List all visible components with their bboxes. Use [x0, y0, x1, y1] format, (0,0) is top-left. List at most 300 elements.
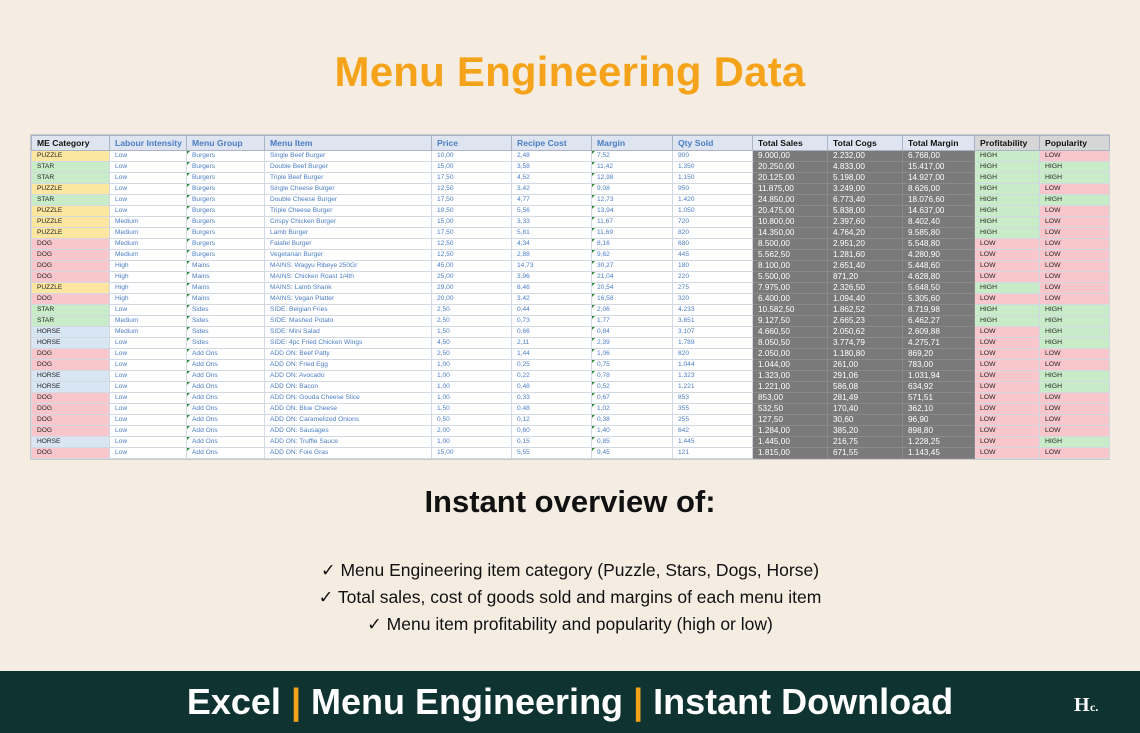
cell-margin[interactable]: 0,75 — [592, 360, 673, 371]
table-row[interactable] — [32, 173, 1110, 184]
cell-menu-item[interactable]: Lamb Burger — [265, 228, 432, 239]
cell-price[interactable]: 29,00 — [432, 283, 512, 294]
cell-labour-intensity[interactable]: Low — [110, 437, 187, 448]
cell-menu-item[interactable]: Vegetarian Burger — [265, 250, 432, 261]
cell-total-margin[interactable]: 4.280,90 — [903, 250, 975, 261]
cell-price[interactable]: 15,00 — [432, 217, 512, 228]
cell-recipe-cost[interactable]: 4,34 — [512, 239, 592, 250]
cell-total-margin[interactable]: 5.648,50 — [903, 283, 975, 294]
table-row[interactable] — [32, 415, 1110, 426]
cell-margin[interactable]: 0,78 — [592, 371, 673, 382]
cell-profitability[interactable]: LOW — [975, 382, 1040, 393]
cell-total-margin[interactable]: 8.402,40 — [903, 217, 975, 228]
cell-margin[interactable]: 8,16 — [592, 239, 673, 250]
cell-recipe-cost[interactable]: 0,25 — [512, 360, 592, 371]
cell-margin[interactable]: 9,08 — [592, 184, 673, 195]
cell-total-margin[interactable]: 634,92 — [903, 382, 975, 393]
cell-total-cogs[interactable]: 1.281,60 — [828, 250, 903, 261]
cell-margin[interactable]: 12,73 — [592, 195, 673, 206]
cell-total-margin[interactable]: 6.462,27 — [903, 316, 975, 327]
table-row[interactable] — [32, 261, 1110, 272]
cell-popularity[interactable]: LOW — [1040, 250, 1110, 261]
cell-labour-intensity[interactable]: Low — [110, 173, 187, 184]
cell-margin[interactable]: 2,39 — [592, 338, 673, 349]
cell-menu-group[interactable]: Mains — [187, 283, 265, 294]
column-header-profitability[interactable]: Profitability — [975, 136, 1040, 151]
cell-total-cogs[interactable]: 170,40 — [828, 404, 903, 415]
column-header-menu-item[interactable]: Menu Item — [265, 136, 432, 151]
cell-margin[interactable]: 1,06 — [592, 349, 673, 360]
cell-margin[interactable]: 9,62 — [592, 250, 673, 261]
cell-me-category[interactable]: STAR — [32, 162, 110, 173]
cell-menu-item[interactable]: MAINS: Chicken Roast 1/4th — [265, 272, 432, 283]
cell-menu-group[interactable]: Add Ons — [187, 349, 265, 360]
cell-labour-intensity[interactable]: Low — [110, 371, 187, 382]
table-row[interactable] — [32, 327, 1110, 338]
cell-qty-sold[interactable]: 950 — [673, 184, 753, 195]
cell-me-category[interactable]: DOG — [32, 239, 110, 250]
column-header-total-margin[interactable]: Total Margin — [903, 136, 975, 151]
cell-profitability[interactable]: LOW — [975, 294, 1040, 305]
cell-total-cogs[interactable]: 216,75 — [828, 437, 903, 448]
cell-popularity[interactable]: LOW — [1040, 360, 1110, 371]
cell-popularity[interactable]: LOW — [1040, 404, 1110, 415]
cell-total-cogs[interactable]: 586,08 — [828, 382, 903, 393]
cell-menu-group[interactable]: Burgers — [187, 173, 265, 184]
cell-qty-sold[interactable]: 320 — [673, 294, 753, 305]
cell-menu-item[interactable]: Double Cheese Burger — [265, 195, 432, 206]
cell-total-cogs[interactable]: 1.180,80 — [828, 349, 903, 360]
cell-menu-item[interactable]: ADD ON: Blue Cheese — [265, 404, 432, 415]
cell-labour-intensity[interactable]: High — [110, 272, 187, 283]
cell-total-margin[interactable]: 571,51 — [903, 393, 975, 404]
cell-recipe-cost[interactable]: 3,42 — [512, 294, 592, 305]
cell-price[interactable]: 15,00 — [432, 448, 512, 459]
table-row[interactable] — [32, 272, 1110, 283]
cell-popularity[interactable]: HIGH — [1040, 338, 1110, 349]
cell-total-margin[interactable]: 362,10 — [903, 404, 975, 415]
cell-recipe-cost[interactable]: 3,58 — [512, 162, 592, 173]
cell-qty-sold[interactable]: 820 — [673, 228, 753, 239]
cell-profitability[interactable]: HIGH — [975, 206, 1040, 217]
cell-popularity[interactable]: LOW — [1040, 415, 1110, 426]
cell-qty-sold[interactable]: 720 — [673, 217, 753, 228]
cell-total-sales[interactable]: 14.350,00 — [753, 228, 828, 239]
cell-me-category[interactable]: STAR — [32, 173, 110, 184]
cell-price[interactable]: 2,50 — [432, 349, 512, 360]
cell-recipe-cost[interactable]: 3,96 — [512, 272, 592, 283]
cell-menu-item[interactable]: ADD ON: Truffle Sauce — [265, 437, 432, 448]
cell-recipe-cost[interactable]: 0,15 — [512, 437, 592, 448]
cell-profitability[interactable]: LOW — [975, 448, 1040, 459]
cell-menu-item[interactable]: ADD ON: Bacon — [265, 382, 432, 393]
cell-price[interactable]: 12,50 — [432, 250, 512, 261]
column-header-price[interactable]: Price — [432, 136, 512, 151]
cell-menu-group[interactable]: Add Ons — [187, 448, 265, 459]
table-row[interactable] — [32, 404, 1110, 415]
cell-total-margin[interactable]: 2.609,88 — [903, 327, 975, 338]
cell-profitability[interactable]: HIGH — [975, 316, 1040, 327]
cell-profitability[interactable]: LOW — [975, 338, 1040, 349]
cell-price[interactable]: 1,00 — [432, 371, 512, 382]
cell-margin[interactable]: 12,98 — [592, 173, 673, 184]
cell-me-category[interactable]: DOG — [32, 448, 110, 459]
cell-me-category[interactable]: PUZZLE — [32, 217, 110, 228]
cell-total-sales[interactable]: 11.875,00 — [753, 184, 828, 195]
cell-total-sales[interactable]: 20.250,00 — [753, 162, 828, 173]
cell-me-category[interactable]: DOG — [32, 360, 110, 371]
cell-margin[interactable]: 0,38 — [592, 415, 673, 426]
cell-labour-intensity[interactable]: Medium — [110, 217, 187, 228]
cell-popularity[interactable]: LOW — [1040, 448, 1110, 459]
cell-margin[interactable]: 0,85 — [592, 437, 673, 448]
cell-total-cogs[interactable]: 2.951,20 — [828, 239, 903, 250]
cell-labour-intensity[interactable]: Low — [110, 426, 187, 437]
cell-me-category[interactable]: HORSE — [32, 437, 110, 448]
cell-labour-intensity[interactable]: High — [110, 283, 187, 294]
column-header-total-cogs[interactable]: Total Cogs — [828, 136, 903, 151]
table-row[interactable] — [32, 448, 1110, 459]
cell-total-sales[interactable]: 532,50 — [753, 404, 828, 415]
cell-menu-group[interactable]: Add Ons — [187, 437, 265, 448]
cell-total-margin[interactable]: 96,90 — [903, 415, 975, 426]
cell-labour-intensity[interactable]: High — [110, 294, 187, 305]
cell-total-cogs[interactable]: 871,20 — [828, 272, 903, 283]
cell-popularity[interactable]: LOW — [1040, 393, 1110, 404]
cell-profitability[interactable]: LOW — [975, 261, 1040, 272]
table-row[interactable] — [32, 382, 1110, 393]
table-row[interactable] — [32, 184, 1110, 195]
cell-menu-item[interactable]: SIDE: Belgian Fries — [265, 305, 432, 316]
cell-qty-sold[interactable]: 4.233 — [673, 305, 753, 316]
cell-total-sales[interactable]: 127,50 — [753, 415, 828, 426]
cell-menu-item[interactable]: SIDE: Mini Salad — [265, 327, 432, 338]
cell-price[interactable]: 17,50 — [432, 173, 512, 184]
cell-qty-sold[interactable]: 275 — [673, 283, 753, 294]
cell-profitability[interactable]: LOW — [975, 426, 1040, 437]
cell-price[interactable]: 12,50 — [432, 184, 512, 195]
cell-total-margin[interactable]: 6.768,00 — [903, 151, 975, 162]
cell-labour-intensity[interactable]: Low — [110, 415, 187, 426]
cell-menu-group[interactable]: Burgers — [187, 217, 265, 228]
cell-qty-sold[interactable]: 853 — [673, 393, 753, 404]
table-row[interactable] — [32, 239, 1110, 250]
cell-recipe-cost[interactable]: 5,55 — [512, 448, 592, 459]
table-row[interactable] — [32, 371, 1110, 382]
table-row[interactable] — [32, 250, 1110, 261]
cell-labour-intensity[interactable]: Low — [110, 393, 187, 404]
cell-total-sales[interactable]: 8.500,00 — [753, 239, 828, 250]
cell-labour-intensity[interactable]: Low — [110, 206, 187, 217]
cell-price[interactable]: 1,00 — [432, 360, 512, 371]
cell-qty-sold[interactable]: 1.050 — [673, 206, 753, 217]
table-row[interactable] — [32, 349, 1110, 360]
cell-menu-item[interactable]: ADD ON: Avocado — [265, 371, 432, 382]
cell-total-margin[interactable]: 8.719,98 — [903, 305, 975, 316]
cell-menu-item[interactable]: Triple Cheese Burger — [265, 206, 432, 217]
table-row[interactable] — [32, 316, 1110, 327]
cell-profitability[interactable]: LOW — [975, 415, 1040, 426]
cell-qty-sold[interactable]: 1.221 — [673, 382, 753, 393]
cell-recipe-cost[interactable]: 0,33 — [512, 393, 592, 404]
cell-total-margin[interactable]: 14.927,00 — [903, 173, 975, 184]
cell-recipe-cost[interactable]: 8,46 — [512, 283, 592, 294]
cell-total-margin[interactable]: 4.275,71 — [903, 338, 975, 349]
cell-total-sales[interactable]: 4.660,50 — [753, 327, 828, 338]
cell-labour-intensity[interactable]: Medium — [110, 316, 187, 327]
cell-popularity[interactable]: LOW — [1040, 206, 1110, 217]
cell-menu-item[interactable]: Double Beef Burger — [265, 162, 432, 173]
cell-profitability[interactable]: LOW — [975, 393, 1040, 404]
cell-margin[interactable]: 16,58 — [592, 294, 673, 305]
cell-margin[interactable]: 1,40 — [592, 426, 673, 437]
cell-qty-sold[interactable]: 445 — [673, 250, 753, 261]
cell-total-margin[interactable]: 869,20 — [903, 349, 975, 360]
cell-profitability[interactable]: HIGH — [975, 283, 1040, 294]
cell-price[interactable]: 1,50 — [432, 404, 512, 415]
table-row[interactable] — [32, 393, 1110, 404]
cell-total-margin[interactable]: 5.305,60 — [903, 294, 975, 305]
cell-qty-sold[interactable]: 255 — [673, 415, 753, 426]
cell-margin[interactable]: 0,67 — [592, 393, 673, 404]
cell-qty-sold[interactable]: 1.150 — [673, 173, 753, 184]
cell-total-sales[interactable]: 5.562,50 — [753, 250, 828, 261]
cell-menu-group[interactable]: Burgers — [187, 250, 265, 261]
cell-recipe-cost[interactable]: 5,81 — [512, 228, 592, 239]
cell-price[interactable]: 17,50 — [432, 195, 512, 206]
table-row[interactable] — [32, 151, 1110, 162]
cell-price[interactable]: 1,50 — [432, 327, 512, 338]
cell-margin[interactable]: 13,94 — [592, 206, 673, 217]
cell-total-margin[interactable]: 14.637,00 — [903, 206, 975, 217]
cell-profitability[interactable]: HIGH — [975, 162, 1040, 173]
cell-total-sales[interactable]: 1.284,00 — [753, 426, 828, 437]
cell-recipe-cost[interactable]: 0,44 — [512, 305, 592, 316]
cell-me-category[interactable]: HORSE — [32, 338, 110, 349]
cell-menu-group[interactable]: Burgers — [187, 162, 265, 173]
cell-recipe-cost[interactable]: 14,73 — [512, 261, 592, 272]
cell-popularity[interactable]: HIGH — [1040, 316, 1110, 327]
cell-menu-group[interactable]: Add Ons — [187, 415, 265, 426]
cell-menu-group[interactable]: Mains — [187, 294, 265, 305]
cell-margin[interactable]: 7,52 — [592, 151, 673, 162]
cell-menu-item[interactable]: ADD ON: Gouda Cheese Slice — [265, 393, 432, 404]
cell-recipe-cost[interactable]: 1,44 — [512, 349, 592, 360]
cell-qty-sold[interactable]: 900 — [673, 151, 753, 162]
cell-menu-item[interactable]: ADD ON: Foie Gras — [265, 448, 432, 459]
cell-labour-intensity[interactable]: Low — [110, 349, 187, 360]
cell-total-margin[interactable]: 898,80 — [903, 426, 975, 437]
column-header-menu-group[interactable]: Menu Group — [187, 136, 265, 151]
cell-profitability[interactable]: LOW — [975, 250, 1040, 261]
cell-me-category[interactable]: HORSE — [32, 382, 110, 393]
cell-menu-group[interactable]: Mains — [187, 272, 265, 283]
cell-total-cogs[interactable]: 2.665,23 — [828, 316, 903, 327]
cell-me-category[interactable]: STAR — [32, 195, 110, 206]
cell-price[interactable]: 2,50 — [432, 316, 512, 327]
cell-total-sales[interactable]: 10.582,50 — [753, 305, 828, 316]
cell-me-category[interactable]: STAR — [32, 305, 110, 316]
column-header-qty-sold[interactable]: Qty Sold — [673, 136, 753, 151]
table-row[interactable] — [32, 338, 1110, 349]
cell-margin[interactable]: 9,45 — [592, 448, 673, 459]
cell-price[interactable]: 15,00 — [432, 162, 512, 173]
cell-margin[interactable]: 1,02 — [592, 404, 673, 415]
cell-total-cogs[interactable]: 3.774,79 — [828, 338, 903, 349]
cell-qty-sold[interactable]: 1.350 — [673, 162, 753, 173]
cell-me-category[interactable]: DOG — [32, 349, 110, 360]
cell-me-category[interactable]: PUZZLE — [32, 184, 110, 195]
cell-profitability[interactable]: HIGH — [975, 228, 1040, 239]
cell-me-category[interactable]: DOG — [32, 393, 110, 404]
cell-total-cogs[interactable]: 5.838,00 — [828, 206, 903, 217]
cell-total-cogs[interactable]: 1.094,40 — [828, 294, 903, 305]
cell-labour-intensity[interactable]: Low — [110, 195, 187, 206]
cell-menu-group[interactable]: Burgers — [187, 206, 265, 217]
cell-total-sales[interactable]: 9.127,50 — [753, 316, 828, 327]
cell-labour-intensity[interactable]: Medium — [110, 239, 187, 250]
cell-recipe-cost[interactable]: 4,77 — [512, 195, 592, 206]
cell-qty-sold[interactable]: 1.323 — [673, 371, 753, 382]
cell-menu-group[interactable]: Burgers — [187, 195, 265, 206]
cell-labour-intensity[interactable]: Low — [110, 404, 187, 415]
cell-menu-group[interactable]: Add Ons — [187, 426, 265, 437]
cell-menu-group[interactable]: Add Ons — [187, 404, 265, 415]
cell-total-cogs[interactable]: 281,49 — [828, 393, 903, 404]
cell-total-cogs[interactable]: 2.397,60 — [828, 217, 903, 228]
cell-total-sales[interactable]: 5.500,00 — [753, 272, 828, 283]
cell-menu-item[interactable]: ADD ON: Fried Egg — [265, 360, 432, 371]
cell-menu-group[interactable]: Sides — [187, 327, 265, 338]
cell-me-category[interactable]: PUZZLE — [32, 206, 110, 217]
cell-popularity[interactable]: HIGH — [1040, 382, 1110, 393]
cell-me-category[interactable]: DOG — [32, 415, 110, 426]
cell-price[interactable]: 1,00 — [432, 437, 512, 448]
table-row[interactable] — [32, 206, 1110, 217]
cell-menu-item[interactable]: Triple Beef Burger — [265, 173, 432, 184]
cell-popularity[interactable]: LOW — [1040, 426, 1110, 437]
cell-me-category[interactable]: DOG — [32, 426, 110, 437]
table-row[interactable] — [32, 437, 1110, 448]
cell-popularity[interactable]: HIGH — [1040, 327, 1110, 338]
cell-recipe-cost[interactable]: 0,66 — [512, 327, 592, 338]
cell-labour-intensity[interactable]: Low — [110, 162, 187, 173]
column-header-popularity[interactable]: Popularity — [1040, 136, 1110, 151]
cell-menu-item[interactable]: SIDE: Mashed Potato — [265, 316, 432, 327]
cell-margin[interactable]: 11,69 — [592, 228, 673, 239]
cell-recipe-cost[interactable]: 0,12 — [512, 415, 592, 426]
cell-total-cogs[interactable]: 5.198,00 — [828, 173, 903, 184]
cell-qty-sold[interactable]: 820 — [673, 349, 753, 360]
cell-margin[interactable]: 2,06 — [592, 305, 673, 316]
cell-popularity[interactable]: LOW — [1040, 239, 1110, 250]
cell-total-cogs[interactable]: 2.232,00 — [828, 151, 903, 162]
cell-price[interactable]: 12,50 — [432, 239, 512, 250]
cell-profitability[interactable]: LOW — [975, 272, 1040, 283]
cell-profitability[interactable]: LOW — [975, 437, 1040, 448]
cell-popularity[interactable]: LOW — [1040, 272, 1110, 283]
cell-price[interactable]: 1,00 — [432, 382, 512, 393]
cell-labour-intensity[interactable]: Low — [110, 448, 187, 459]
cell-menu-group[interactable]: Burgers — [187, 239, 265, 250]
cell-total-sales[interactable]: 20.475,00 — [753, 206, 828, 217]
cell-price[interactable]: 25,00 — [432, 272, 512, 283]
cell-me-category[interactable]: DOG — [32, 272, 110, 283]
cell-labour-intensity[interactable]: Low — [110, 151, 187, 162]
cell-margin[interactable]: 21,04 — [592, 272, 673, 283]
cell-total-cogs[interactable]: 2.050,62 — [828, 327, 903, 338]
cell-total-cogs[interactable]: 671,55 — [828, 448, 903, 459]
cell-margin[interactable]: 1,77 — [592, 316, 673, 327]
cell-total-margin[interactable]: 9.585,80 — [903, 228, 975, 239]
cell-total-sales[interactable]: 20.125,00 — [753, 173, 828, 184]
cell-price[interactable]: 20,00 — [432, 294, 512, 305]
table-row[interactable] — [32, 294, 1110, 305]
cell-recipe-cost[interactable]: 0,22 — [512, 371, 592, 382]
cell-recipe-cost[interactable]: 2,88 — [512, 250, 592, 261]
cell-price[interactable]: 2,00 — [432, 426, 512, 437]
cell-price[interactable]: 4,50 — [432, 338, 512, 349]
cell-total-margin[interactable]: 18.076,60 — [903, 195, 975, 206]
cell-labour-intensity[interactable]: Low — [110, 360, 187, 371]
cell-total-cogs[interactable]: 385,20 — [828, 426, 903, 437]
cell-popularity[interactable]: LOW — [1040, 261, 1110, 272]
cell-price[interactable]: 10,00 — [432, 151, 512, 162]
cell-menu-item[interactable]: MAINS: Wagyu Ribeye 250Gr — [265, 261, 432, 272]
table-row[interactable] — [32, 305, 1110, 316]
cell-menu-group[interactable]: Add Ons — [187, 360, 265, 371]
cell-qty-sold[interactable]: 1.420 — [673, 195, 753, 206]
cell-me-category[interactable]: HORSE — [32, 327, 110, 338]
cell-labour-intensity[interactable]: Medium — [110, 228, 187, 239]
cell-popularity[interactable]: HIGH — [1040, 173, 1110, 184]
cell-margin[interactable]: 0,52 — [592, 382, 673, 393]
cell-menu-item[interactable]: ADD ON: Caramelized Onions — [265, 415, 432, 426]
cell-me-category[interactable]: DOG — [32, 294, 110, 305]
cell-total-margin[interactable]: 783,00 — [903, 360, 975, 371]
table-row[interactable] — [32, 426, 1110, 437]
cell-profitability[interactable]: LOW — [975, 404, 1040, 415]
cell-total-cogs[interactable]: 291,06 — [828, 371, 903, 382]
cell-total-cogs[interactable]: 6.773,40 — [828, 195, 903, 206]
cell-total-sales[interactable]: 2.050,00 — [753, 349, 828, 360]
cell-price[interactable]: 0,50 — [432, 415, 512, 426]
cell-total-sales[interactable]: 1.323,00 — [753, 371, 828, 382]
cell-total-cogs[interactable]: 3.249,00 — [828, 184, 903, 195]
cell-margin[interactable]: 11,42 — [592, 162, 673, 173]
cell-labour-intensity[interactable]: Medium — [110, 327, 187, 338]
cell-me-category[interactable]: PUZZLE — [32, 228, 110, 239]
table-row[interactable] — [32, 195, 1110, 206]
cell-qty-sold[interactable]: 3.107 — [673, 327, 753, 338]
cell-total-margin[interactable]: 15.417,00 — [903, 162, 975, 173]
cell-total-sales[interactable]: 24.850,00 — [753, 195, 828, 206]
cell-total-sales[interactable]: 6.400,00 — [753, 294, 828, 305]
cell-labour-intensity[interactable]: Low — [110, 305, 187, 316]
cell-profitability[interactable]: HIGH — [975, 173, 1040, 184]
cell-popularity[interactable]: LOW — [1040, 217, 1110, 228]
cell-popularity[interactable]: HIGH — [1040, 195, 1110, 206]
cell-recipe-cost[interactable]: 4,52 — [512, 173, 592, 184]
cell-menu-item[interactable]: Single Beef Burger — [265, 151, 432, 162]
cell-popularity[interactable]: HIGH — [1040, 371, 1110, 382]
cell-popularity[interactable]: LOW — [1040, 151, 1110, 162]
cell-total-margin[interactable]: 1.228,25 — [903, 437, 975, 448]
cell-menu-item[interactable]: ADD ON: Sausages — [265, 426, 432, 437]
cell-qty-sold[interactable]: 220 — [673, 272, 753, 283]
cell-me-category[interactable]: HORSE — [32, 371, 110, 382]
cell-me-category[interactable]: STAR — [32, 316, 110, 327]
